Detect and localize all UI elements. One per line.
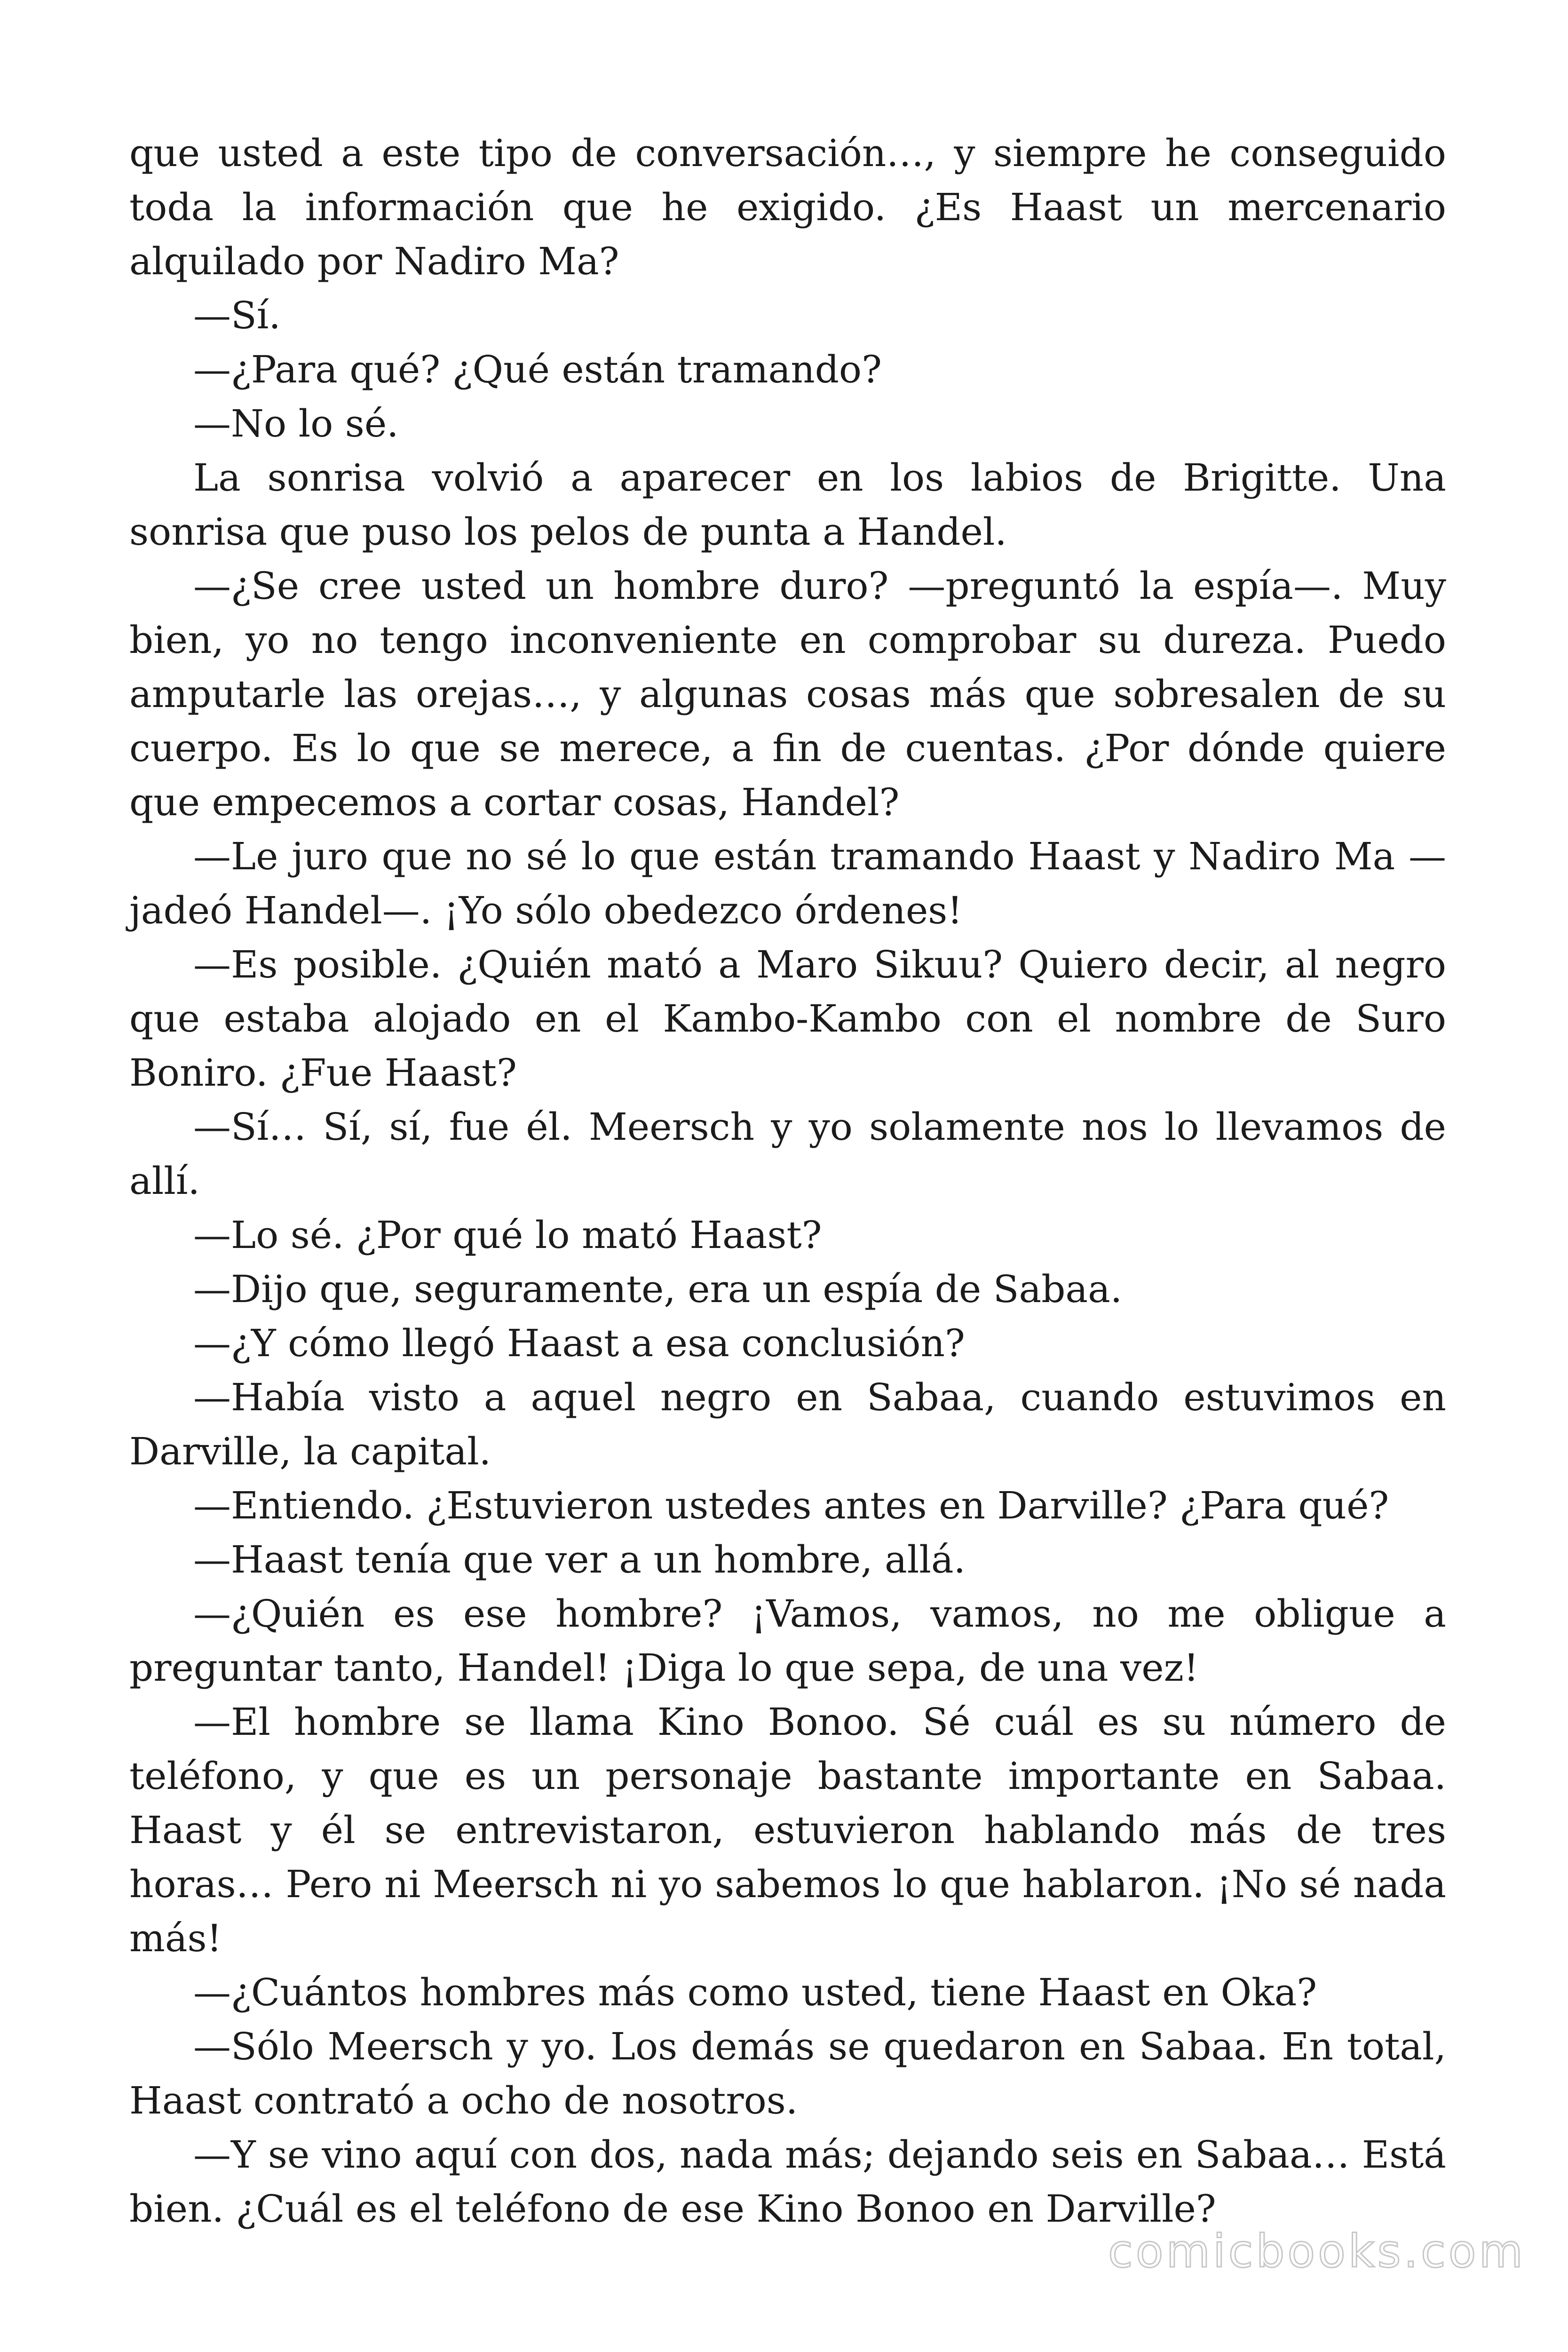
paragraph: —Y se vino aquí con dos, nada más; dejando seis en Sabaa… Está bien. ¿Cuál es el teléfono de ese Kino Bonoo en Darville?	[129, 2133, 1446, 2231]
paragraph: La sonrisa volvió a aparecer en los labios de Brigitte. Una sonrisa que puso los pelos de punta a Handel.	[129, 456, 1446, 554]
paragraph: —Haast tenía que ver a un hombre, allá.	[193, 1538, 966, 1581]
paragraph: —Lo sé. ¿Por qué lo mató Haast?	[193, 1213, 822, 1257]
paragraph: —El hombre se llama Kino Bonoo. Sé cuál es su número de teléfono, y que es un personaje bastante importante en Sabaa. Haast y él se entrevistaron, estuvieron hablando más de tres horas… Pero ni Meersch ni yo sabemos lo que hablaron. ¡No sé nada más!	[129, 1700, 1446, 1960]
paragraph: —Dijo que, seguramente, era un espía de Sabaa.	[193, 1267, 1123, 1311]
paragraph: —¿Cuántos hombres más como usted, tiene Haast en Oka?	[193, 1971, 1317, 2014]
paragraph: —¿Y cómo llegó Haast a esa conclusión?	[193, 1321, 965, 1365]
paragraph: —Es posible. ¿Quién mató a Maro Sikuu? Quiero decir, al negro que estaba alojado en el Kambo-Kambo con el nombre de Suro Boniro. ¿Fue Haast?	[129, 943, 1446, 1095]
page-body	[129, 126, 1446, 2236]
paragraph: —Sí… Sí, sí, fue él. Meersch y yo solamente nos lo llevamos de allí.	[129, 1105, 1446, 1203]
paragraph: —Le juro que no sé lo que están tramando Haast y Nadiro Ma — jadeó Handel—. ¡Yo sólo obedezco órdenes!	[129, 834, 1446, 932]
paragraph: —¿Para qué? ¿Qué están tramando?	[193, 348, 882, 391]
paragraph: —¿Se cree usted un hombre duro? —preguntó la espía—. Muy bien, yo no tengo inconveniente en comprobar su dureza. Puedo amputarle las orejas…, y algunas cosas más que sobresalen de su cuerpo. Es lo que se merece, a fin de cuentas. ¿Por dónde quiere que empecemos a cortar cosas, Handel?	[129, 564, 1446, 824]
paragraph: —¿Quién es ese hombre? ¡Vamos, vamos, no me obligue a preguntar tanto, Handel! ¡Diga lo que sepa, de una vez!	[129, 1592, 1446, 1690]
paragraph: —Entiendo. ¿Estuvieron ustedes antes en Darville? ¿Para qué?	[193, 1484, 1389, 1527]
paragraph: —Sí.	[193, 294, 281, 337]
paragraph: —Sólo Meersch y yo. Los demás se quedaron en Sabaa. En total, Haast contrató a ocho de nosotros.	[129, 2025, 1446, 2122]
paragraph: —Había visto a aquel negro en Sabaa, cuando estuvimos en Darville, la capital.	[129, 1375, 1446, 1473]
paragraph: —No lo sé.	[193, 402, 399, 445]
watermark: comicbooks.com	[1108, 2225, 1526, 2278]
paragraph: que usted a este tipo de conversación…, y siempre he conseguido toda la información que he exigido. ¿Es Haast un mercenario alquilado por Nadiro Ma?	[129, 131, 1446, 283]
